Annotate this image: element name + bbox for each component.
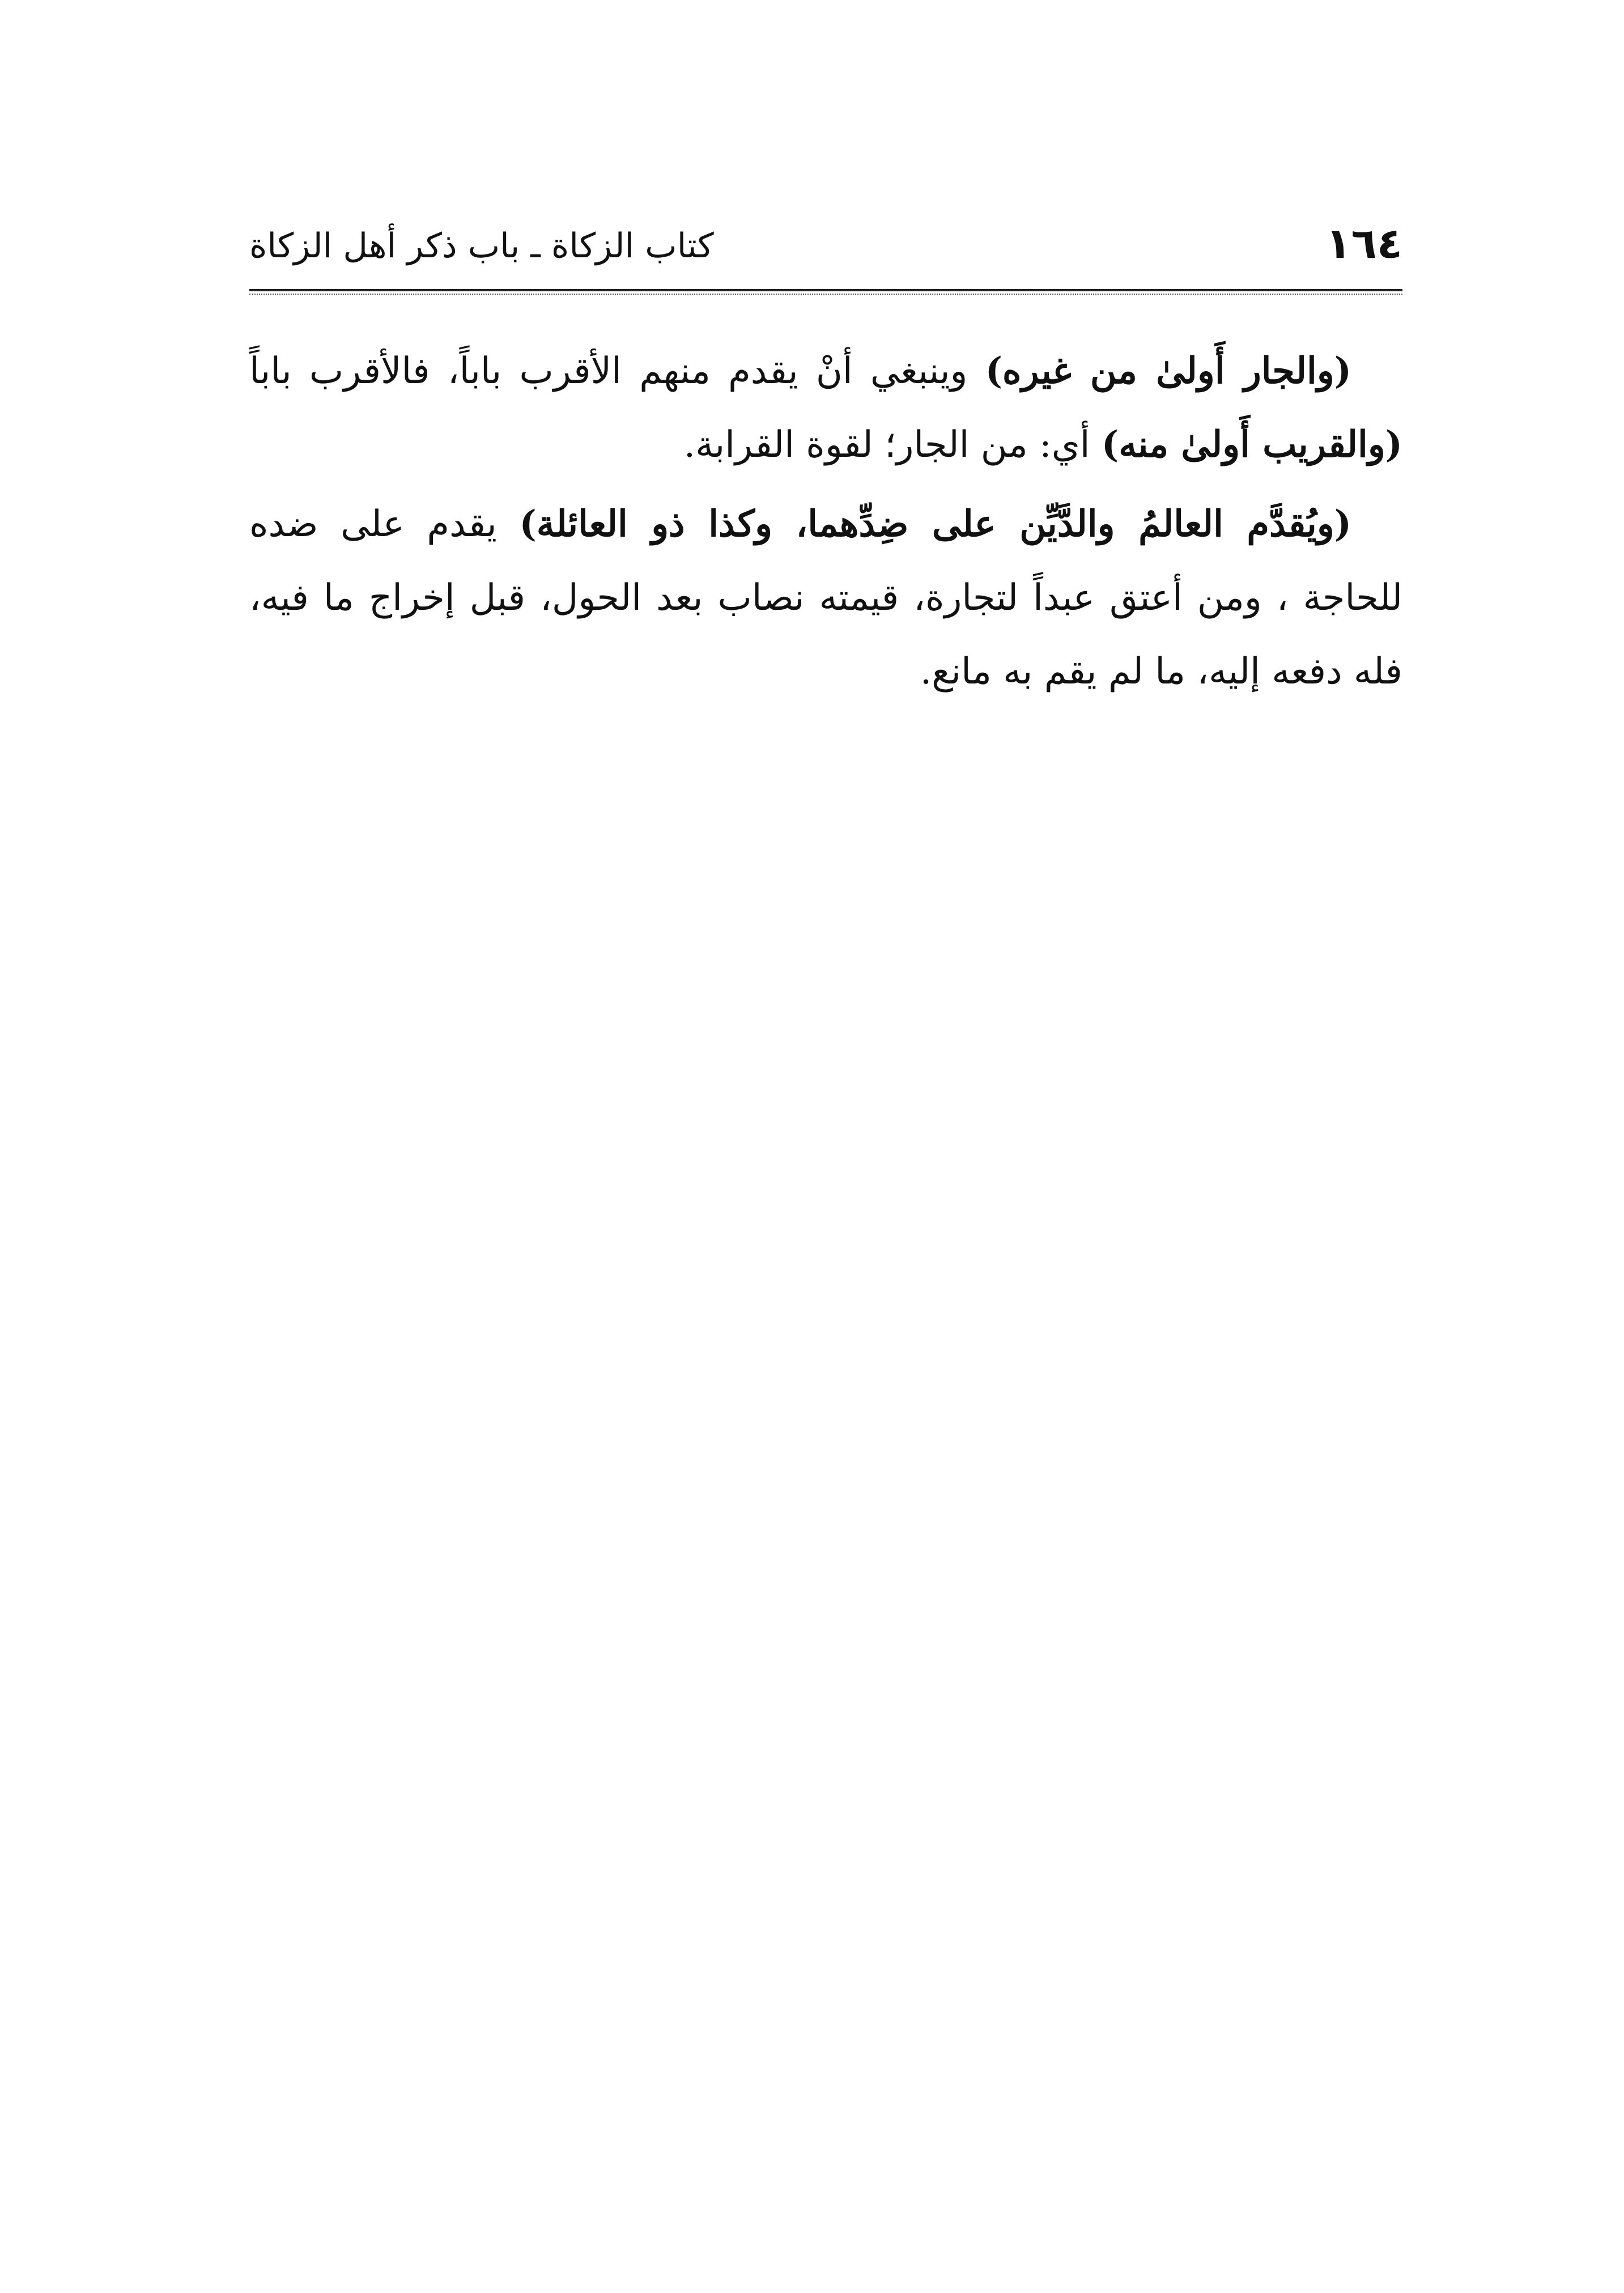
body-text [249,334,1402,714]
matn-text: (والجار أَولىٰ من غيره) [985,350,1352,392]
commentary-text: أي: من الجار؛ لقوة القرابة. [683,424,1102,466]
header-rule-dotted [249,294,1402,295]
paragraph-2 [249,487,1402,708]
chapter-title: كتاب الزكاة ـ باب ذكر أهل الزكاة [249,226,714,266]
running-header [249,215,1402,278]
matn-text: (والقريب أَولىٰ منه) [1101,423,1402,466]
header-rule [249,289,1402,291]
commentary-text: يقدم على ضده للحاجة ، ومن أعتق عبداً لتجارة، قيمته نصاب بعد الحول، قبل إخراج ما فيه، فله دفعه إليه، ما لم يقم به مانع. [249,503,1403,693]
page-number: ١٦٤ [1325,219,1402,268]
commentary-text: وينبغي أنْ يقدم منهم الأقرب باباً، فالأقرب باباً [249,350,985,392]
matn-text: (ويُقدَّم العالمُ والدَّيِّن على ضِدِّهما، وكذا ذو العائلة) [519,503,1352,545]
paragraph-1 [249,334,1402,482]
